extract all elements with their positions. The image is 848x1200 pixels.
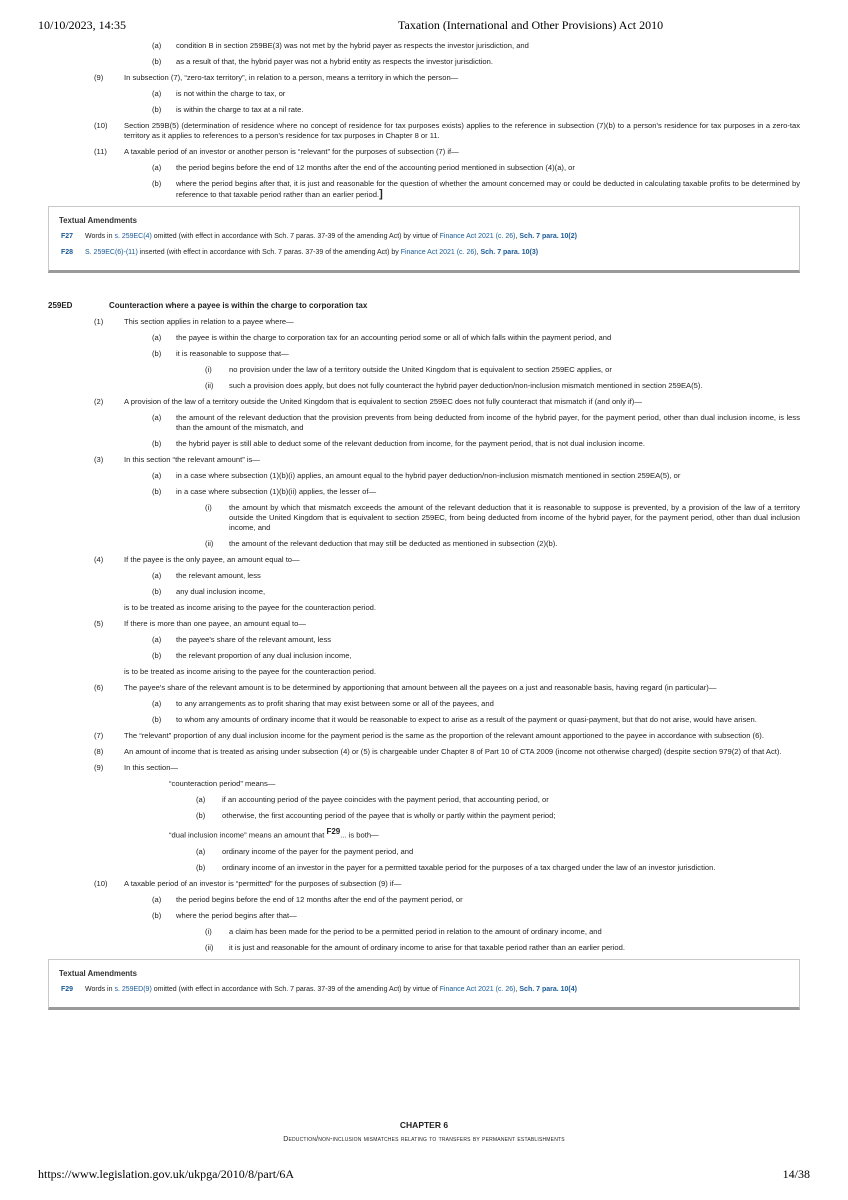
- textual-amendments-box: [48, 206, 800, 273]
- paragraph: (b) where the period begins after that—: [152, 910, 297, 920]
- print-footer: [38, 1167, 810, 1183]
- subsection: (3) In this section “the relevant amount” is—: [94, 455, 260, 464]
- chapter-subtitle: Deduction/non-inclusion mismatches relating to transfers by permanent establishments: [283, 1136, 565, 1143]
- sub-paragraph: (ii) the amount of the relevant deduction that may still be deducted as mentioned in subsection (2)(b).: [205, 539, 558, 548]
- paragraph: (a) condition B in section 259BE(3) was not met by the hybrid payer as respects the investor jurisdiction, and: [152, 41, 529, 50]
- paragraph: (b) the hybrid payer is still able to deduct some of the relevant deduction from income, for the payment period, that is not dual inclusion income.: [152, 439, 645, 448]
- subsection: (8) An amount of income that is treated as arising under subsection (4) or (5) is chargeable under Chapter 8 of Part 10 of CTA 2009 (income not otherwise charged) (despite section 979(2) of that Act).: [94, 747, 782, 756]
- definition-paragraph: (a) ordinary income of the payer for the payment period, and: [196, 846, 414, 856]
- continuation-text: is to be treated as income arising to the payee for the counteraction period.: [124, 603, 377, 612]
- amendment-code[interactable]: F27: [61, 233, 74, 240]
- continuation-text: is to be treated as income arising to the payee for the counteraction period.: [124, 667, 377, 676]
- sub-paragraph: (ii) such a provision does apply, but does not fully counteract the hybrid payer deduction/non-inclusion mismatch mentioned in section 259EA(5).: [205, 381, 703, 390]
- subsection: (9) In this section—: [94, 763, 179, 772]
- section-title: Counteraction where a payee is within the charge to corporation tax: [109, 301, 368, 310]
- insertion-bracket: ]: [379, 188, 383, 200]
- definition: “counteraction period” means—: [169, 779, 276, 788]
- paragraph: (a) is not within the charge to tax, or: [152, 89, 286, 98]
- chapter-heading: [0, 1120, 848, 1143]
- paragraph: (b) to whom any amounts of ordinary income that it would be reasonable to expect to arise as a result of the payment or quasi-payment, but that do not arise, would have arisen.: [152, 715, 757, 724]
- paragraph: (a) the period begins before the end of 12 months after the end of the accounting period mentioned in subsection (4)(a), or: [152, 163, 575, 172]
- subsection: (2) A provision of the law of a territory outside the United Kingdom that is equivalent to section 259EC does not fully counteract that mismatch if (and only if)—: [94, 397, 642, 406]
- document-title: Taxation (International and Other Provisions) Act 2010: [398, 18, 664, 32]
- subsection: (6) The payee's share of the relevant amount is to be determined by apportioning that amount between all the payees on a just and reasonable basis, having regard (in particular)—: [94, 683, 717, 692]
- paragraph: (b) where the period begins after that, it is just and reasonable for the question of whether the amount concerned may or could be deducted in calculating taxable profits to be determined by reference to that taxable period rather than an earlier period.]: [152, 179, 800, 200]
- section-link[interactable]: s. 259ED(9): [114, 985, 152, 993]
- sub-paragraph: (ii) it is just and reasonable for the amount of ordinary income to arise for that taxable period rather than an earlier period.: [205, 942, 625, 952]
- section-heading: [48, 301, 800, 311]
- section-link[interactable]: s. 259EC(4): [114, 233, 152, 240]
- amendment-row: F29 Words in s. 259ED(9) omitted (with effect in accordance with Sch. 7 paras. 37-39 of the amending Act) by virtue of Finance Act 2021 (c. 26), Sch. 7 para. 10(4): [61, 985, 577, 993]
- paragraph: (b) the relevant proportion of any dual inclusion income,: [152, 651, 352, 660]
- page-number: 14/38: [782, 1167, 810, 1181]
- chapter-label: CHAPTER 6: [399, 1120, 449, 1130]
- footnote-marker[interactable]: F29: [326, 827, 341, 836]
- paragraph: (a) the relevant amount, less: [152, 571, 261, 580]
- act-link[interactable]: Finance Act 2021 (c. 26): [439, 985, 516, 993]
- definition-paragraph: (a) if an accounting period of the payee coincides with the payment period, that accounting period, or: [196, 795, 549, 804]
- print-datetime: 10/10/2023, 14:35: [38, 18, 127, 32]
- sub-paragraph: (i) a claim has been made for the period to be a permitted period in relation to the amount of ordinary income, and: [205, 926, 602, 936]
- paragraph: (a) the amount of the relevant deduction that the provision prevents from being deducted from income of the hybrid payer, for the payment period, other than dual inclusion income, is less than the amount of the mismatch, and: [152, 413, 800, 432]
- paragraph: (a) in a case where subsection (1)(b)(i) applies, an amount equal to the hybrid payer deduction/non-inclusion mismatch mentioned in section 259EA(5), or: [152, 471, 681, 480]
- paragraph: (a) the payee is within the charge to corporation tax for an accounting period some or all of which falls within the payment period, and: [152, 333, 612, 342]
- amendment-code[interactable]: F28: [61, 249, 74, 256]
- page-url: https://www.legislation.gov.uk/ukpga/2010/8/part/6A: [38, 1167, 295, 1181]
- sub-paragraph: (i) the amount by which that mismatch exceeds the amount of the relevant deduction that it is reasonable to suppose is prevented, by a provision of the law of a territory outside the United Kingdom that is equivalent to section 259EC, from being deducted from income of the hybrid payer, for the payment period, other than dual inclusion income, and: [205, 503, 800, 532]
- paragraph: (a) to any arrangements as to profit sharing that may exist between some or all of the payees, and: [152, 699, 494, 708]
- sub-paragraph: (i) no provision under the law of a territory outside the United Kingdom that is equivalent to section 259EC applies, or: [205, 365, 612, 374]
- textual-amendments-box: [48, 959, 800, 1010]
- subsection: (4) If the payee is the only payee, an amount equal to—: [94, 555, 300, 564]
- schedule-link[interactable]: Sch. 7 para. 10(3): [480, 249, 539, 256]
- schedule-link[interactable]: Sch. 7 para. 10(4): [519, 985, 577, 993]
- legislation-content: [48, 41, 800, 1010]
- subsection: (7) The “relevant” proportion of any dual inclusion income for the payment period is the same as the proportion of the relevant amount apportioned to the payee in accordance with subsection (6).: [94, 731, 764, 740]
- paragraph: (a) the payee's share of the relevant amount, less: [152, 635, 332, 644]
- amendments-title: Textual Amendments: [59, 216, 137, 225]
- section-number: 259ED: [48, 301, 73, 310]
- paragraph: (b) any dual inclusion income,: [152, 587, 266, 596]
- paragraph: (a) the period begins before the end of 12 months after the end of the payment period, or: [152, 894, 463, 904]
- schedule-link[interactable]: Sch. 7 para. 10(2): [519, 233, 577, 240]
- act-link[interactable]: Finance Act 2021 (c. 26): [439, 233, 516, 240]
- subsection: (10) A taxable period of an investor is “permitted” for the purposes of subsection (9) if—: [94, 878, 402, 888]
- subsection: (9) In subsection (7), “zero-tax territory”, in relation to a person, means a territory in which the person—: [94, 73, 459, 82]
- act-link[interactable]: Finance Act 2021 (c. 26): [400, 249, 477, 256]
- amendments-title: Textual Amendments: [59, 968, 137, 978]
- subsection: (5) If there is more than one payee, an amount equal to—: [94, 619, 306, 628]
- print-header: [38, 18, 810, 34]
- amendment-row: F28 S. 259EC(6)-(11) inserted (with effect in accordance with Sch. 7 paras. 37-39 of the amending Act) by Finance Act 2021 (c. 26), Sch. 7 para. 10(3): [61, 249, 539, 256]
- paragraph: (b) as a result of that, the hybrid payer was not a hybrid entity as respects the investor jurisdiction.: [152, 57, 493, 66]
- paragraph: (b) in a case where subsection (1)(b)(ii) applies, the lesser of—: [152, 487, 377, 496]
- paragraph: (b) it is reasonable to suppose that—: [152, 349, 289, 358]
- section-link[interactable]: S. 259EC(6)-(11): [85, 249, 138, 256]
- definition-paragraph: (b) ordinary income of an investor in the payer for a permitted taxable period for the purposes of a tax charged under the law of an investor jurisdiction.: [196, 862, 716, 872]
- subsection: (11) A taxable period of an investor or another person is “relevant” for the purposes of subsection (7) if—: [94, 147, 459, 156]
- subsection: (1) This section applies in relation to a payee where—: [94, 317, 294, 326]
- amendment-code[interactable]: F29: [61, 985, 74, 993]
- subsection: (10) Section 259B(5) (determination of residence where no concept of residence for tax purposes exists) applies to the reference in subsection (7)(b) to a person's residence for tax purposes in a zero-tax territory as it applies to references to a person's residence for tax purposes in Chapter 8 or 11.: [94, 121, 800, 140]
- definition-paragraph: (b) otherwise, the first accounting period of the payee that is wholly or partly within the payment period;: [196, 811, 556, 820]
- definition: “dual inclusion income” means an amount that $^{F29}$... is both—: [169, 827, 379, 840]
- paragraph: (b) is within the charge to tax at a nil rate.: [152, 105, 304, 114]
- amendment-row: F27 Words in s. 259EC(4) omitted (with effect in accordance with Sch. 7 paras. 37-39 of the amending Act) by virtue of Finance Act 2021 (c. 26), Sch. 7 para. 10(2): [61, 233, 577, 240]
